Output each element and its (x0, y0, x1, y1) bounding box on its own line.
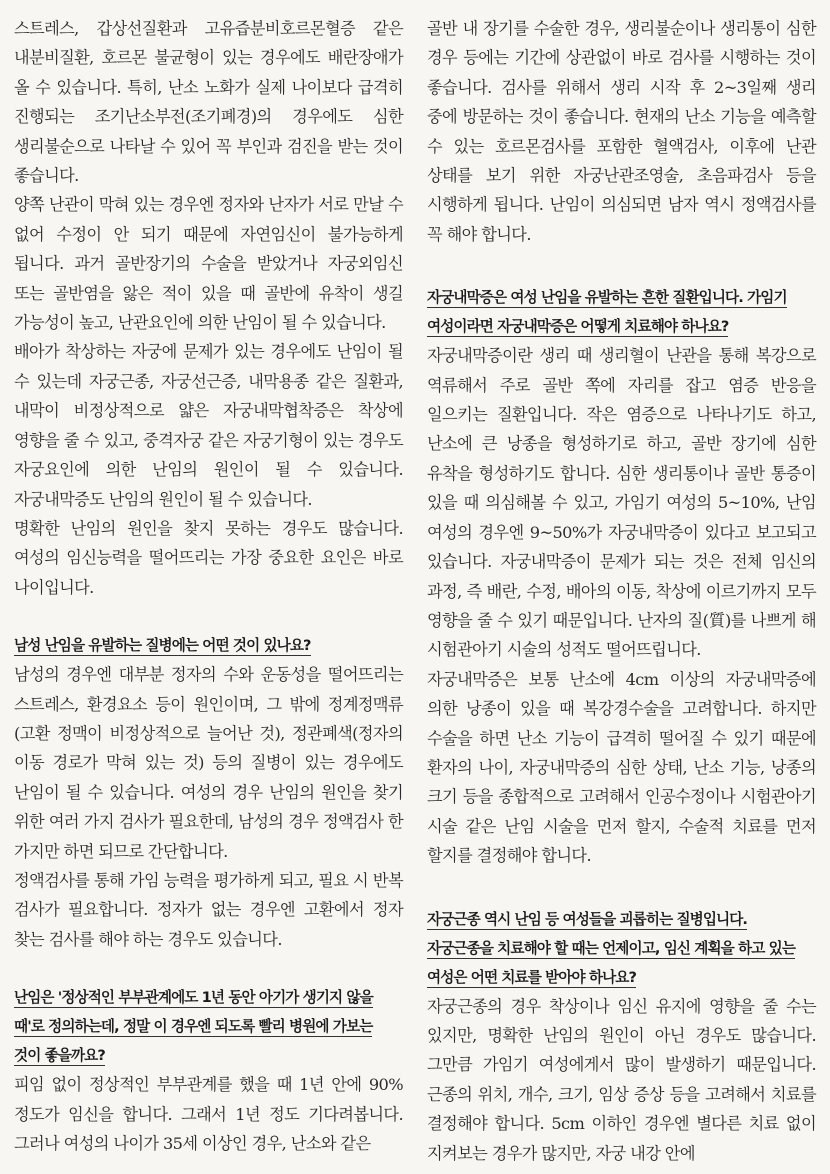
question-line-3: 것이 좋을까요? (14, 1047, 105, 1065)
section-spacer (427, 249, 816, 283)
paragraph-early-testing: 골반 내 장기를 수술한 경우, 생리불순이나 생리통이 심한 경우 등에는 기간에 상관없이 바로 검사를 시행하는 것이 좋습니다. 검사를 위해서 생리 시작 후 2~3일째 생리 중에 방문하는 것이 좋습니다. 현재의 난소 기능을 예측할 수 있는 호르몬검사를 포함한 혈액검사, 이후에 난관 상태를 보기 위한 자궁난관조영술, 초음파검사 등을 시행하게 됩니다. 난임이 의심되면 남자 역시 정액검사를 꼭 해야 합니다. (427, 19, 816, 244)
question-infertility-definition (14, 983, 403, 1070)
question-line-2: 여성이라면 자궁내막증은 어떻게 치료해야 하나요? (427, 318, 729, 336)
paragraph-endometriosis-definition: 자궁내막증이란 생리 때 생리혈이 난관을 통해 복강으로 역류해서 주로 골반 쪽에 자리를 잡고 염증 반응을 일으키는 질환입니다. 작은 염증으로 나타나기도 하고, 난소에 큰 낭종을 형성하기로 하고, 골반 장기에 심한 유착을 형성하기도 합니다. 심한 생리통이나 골반 통증이 있을 때 의심해볼 수 있고, 가임기 여성의 5~10%, 난임 여성의 경우엔 9~50%가 자궁내막증이 있다고 보고되고 있습니다. 자궁내막증이 문제가 되는 것은 전체 임신의 과정, 즉 배란, 수정, 배아의 이동, 착상에 이르기까지 모두 영향을 줄 수 있기 때문입니다. 난자의 질(質)를 나쁘게 해 시험관아기 시술의 성적도 떨어뜨립니다. (427, 346, 816, 660)
right-column (427, 14, 816, 1174)
paragraph-semen-test: 정액검사를 통해 가임 능력을 평가하게 되고, 필요 시 반복 검사가 필요합니다. 정자가 없는 경우엔 고환에서 정자 찾는 검사를 해야 하는 경우도 있습니다. (14, 870, 403, 949)
section-spacer (427, 871, 816, 905)
question-line-2: 자궁근종을 치료해야 할 때는 언제이고, 임신 계획을 하고 있는 (427, 939, 796, 957)
left-column (14, 14, 403, 1174)
paragraph-fibroid-treatment: 자궁근종의 경우 착상이나 임신 유지에 영향을 줄 수는 있지만, 명확한 난임의 원인이 아닌 경우도 많습니다. 그만큼 가임기 여성에게서 많이 발생하기 때문입니다. 근종의 위치, 개수, 크기, 임상 증상 등을 고려해서 치료를 결정해야 합니다. 5cm 이하인 경우엔 별다른 치료 없이 지켜보는 경우가 많지만, 자궁 내강 안에 (427, 996, 816, 1163)
question-line-2: 때'로 정의하는데, 정말 이 경우엔 되도록 빨리 병원에 가보는 (14, 1018, 373, 1036)
section-spacer (14, 954, 403, 983)
paragraph-one-year-rule: 피임 없이 정상적인 부부관계를 했을 때 1년 안에 90% 정도가 임신을 합니다. 그래서 1년 정도 기다려봅니다. 그러나 여성의 나이가 35세 이상인 경우, 난소와 같은 (14, 1075, 403, 1153)
question-line-1: 자궁내막증은 여성 난임을 유발하는 흔한 질환입니다. 가임기 (427, 289, 787, 307)
question-endometriosis (427, 283, 816, 341)
question-male-infertility (14, 631, 403, 660)
question-line-3: 여성은 어떤 치료를 받아야 하나요? (427, 968, 637, 986)
section-spacer (14, 602, 403, 631)
paragraph-uterine-causes: 배아가 착상하는 자궁에 문제가 있는 경우에도 난임이 될 수 있는데 자궁근종, 자궁선근증, 내막용종 같은 질환과, 내막이 비정상적으로 얇은 자궁내막협착증은 착상에 영향을 줄 수 있고, 중격자궁 같은 자궁기형이 있는 경우도 자궁요인에 의한 난임의 원인이 될 수 있습니다. 자궁내막증도 난임의 원인이 될 수 있습니다. (14, 342, 403, 509)
paragraph-tubal-causes: 양쪽 난관이 막혀 있는 경우엔 정자와 난자가 서로 만날 수 없어 수정이 안 되기 때문에 자연임신이 불가능하게 됩니다. 과거 골반장기의 수술을 받았거나 자궁외임신 또는 골반염을 앓은 적이 있을 때 골반에 유착이 생길 가능성이 높고, 난관요인에 의한 난임이 될 수 있습니다. (14, 195, 403, 333)
question-text: 남성 난임을 유발하는 질병에는 어떤 것이 있나요? (14, 637, 311, 655)
paragraph-unexplained-causes: 명확한 난임의 원인을 찾지 못하는 경우도 많습니다. 여성의 임신능력을 떨어뜨리는 가장 중요한 요인은 바로 나이입니다. (14, 518, 403, 597)
question-line-1: 자궁근종 역시 난임 등 여성들을 괴롭히는 질병입니다. (427, 910, 748, 928)
paragraph-ovarian-causes: 스트레스, 갑상선질환과 고유즙분비호르몬혈증 같은 내분비질환, 호르몬 불균형이 있는 경우에도 배란장애가 올 수 있습니다. 특히, 난소 노화가 실제 나이보다 급격히 진행되는 조기난소부전(조기폐경)의 경우에도 심한 생리불순으로 나타날 수 있어 꼭 부인과 검진을 받는 것이 좋습니다. (14, 19, 403, 186)
paragraph-endometriosis-treatment: 자궁내막증은 보통 난소에 4cm 이상의 자궁내막증에 의한 낭종이 있을 때 복강경수술을 고려합니다. 하지만 수술을 하면 난소 기능이 급격히 떨어질 수 있기 때문에 환자의 나이, 자궁내막증의 심한 상태, 난소 기능, 낭종의 크기 등을 종합적으로 고려해서 인공수정이나 시험관아기 시술 같은 난임 시술을 먼저 할지, 수술적 치료를 먼저 할지를 결정해야 합니다. (427, 669, 816, 866)
question-uterine-fibroids (427, 905, 816, 992)
question-line-1: 난임은 '정상적인 부부관계에도 1년 동안 아기가 생기지 않을 (14, 989, 373, 1007)
paragraph-male-causes: 남성의 경우엔 대부분 정자의 수와 운동성을 떨어뜨리는 스트레스, 환경요소 등이 원인이며, 그 밖에 정계정맥류(고환 정맥이 비정상적으로 늘어난 것), 정관폐색(정자의 이동 경로가 막혀 있는 것) 등의 질병이 있는 경우에도 난임이 될 수 있습니다. 여성의 경우 난임의 원인을 찾기 위한 여러 가지 검사가 필요한데, 남성의 경우 정액검사 한 가지만 하면 되므로 간단합니다. (14, 665, 403, 861)
